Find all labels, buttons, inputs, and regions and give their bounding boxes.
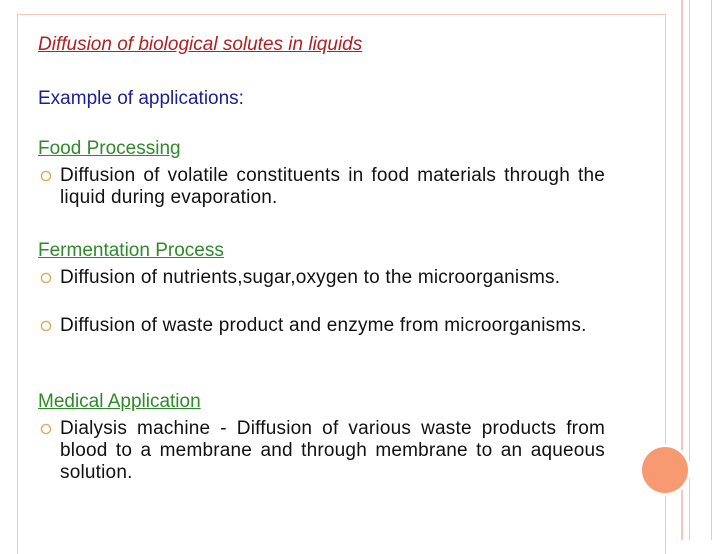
slide-title: Diffusion of biological solutes in liquids: [38, 34, 363, 55]
section-heading-fermentation-process: Fermentation Process: [38, 240, 224, 261]
bullet-item: [38, 165, 605, 209]
bullet-item: [38, 267, 605, 289]
decorative-circle: [642, 447, 688, 493]
section-heading-food-processing: Food Processing: [38, 138, 181, 159]
bullet-item: [38, 315, 605, 337]
bullet-text: Diffusion of waste product and enzyme from microorganisms.: [60, 315, 587, 336]
slide-subtitle: Example of applications:: [38, 88, 244, 109]
bullet-text: Diffusion of volatile constituents in food materials through the liquid during evaporation.: [60, 165, 605, 208]
bullet-text: Dialysis machine - Diffusion of various waste products from blood to a membrane and through membrane to an aqueous solution.: [60, 418, 605, 483]
circle-bullet-icon: [40, 320, 52, 332]
decorative-rail: [689, 0, 690, 540]
bullet-text: Diffusion of nutrients,sugar,oxygen to the microorganisms.: [60, 267, 561, 288]
circle-bullet-icon: [40, 423, 52, 435]
circle-bullet-icon: [40, 272, 52, 284]
bullet-item: [38, 418, 605, 484]
circle-bullet-icon: [40, 170, 52, 182]
decorative-rail: [711, 0, 712, 540]
section-heading-medical-application: Medical Application: [38, 391, 201, 412]
